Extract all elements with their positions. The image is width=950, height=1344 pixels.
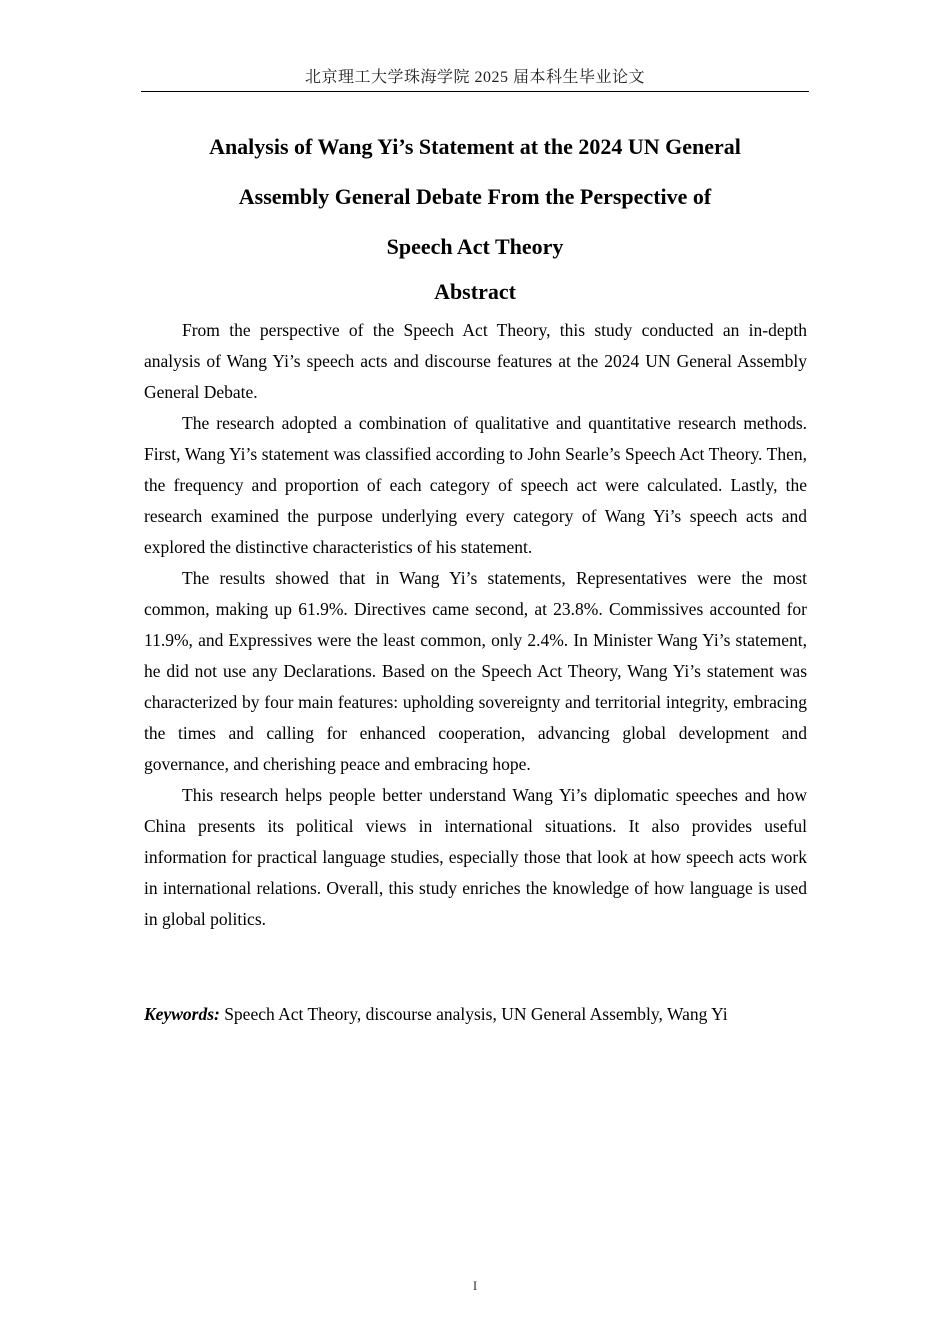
abstract-paragraph-3: The results showed that in Wang Yi’s statements, Representatives were the most common, making up 61.9%. Directives came second, at 23.8%. Commissives accounted for 11.9%, and Expressives were the least common, only 2.4%. In Minister Wang Yi’s statement, he did not use any Declarations. Based on the Speech Act Theory, Wang Yi’s statement was characterized by four main features: upholding sovereignty and territorial integrity, embracing the times and calling for enhanced cooperation, advancing global development and governance, and cherishing peace and embracing hope. [144, 568, 807, 774]
title-line-3: Speech Act Theory [386, 234, 564, 259]
abstract-body [144, 315, 807, 935]
abstract-heading: Abstract [434, 279, 516, 304]
header-divider [141, 91, 809, 92]
title-line-2: Assembly General Debate From the Perspective of [238, 184, 712, 209]
title-line-1: Analysis of Wang Yi’s Statement at the 2024 UN General [209, 134, 741, 159]
page-number: I [472, 1278, 478, 1293]
keywords-line [144, 999, 807, 1030]
thesis-title [141, 122, 809, 272]
keywords-label: Keywords: [144, 1004, 220, 1024]
abstract-paragraph-4: This research helps people better understand Wang Yi’s diplomatic speeches and how China presents its political views in international situations. It also provides useful information for practical language studies, especially those that look at how speech acts work in international relations. Overall, this study enriches the knowledge of how language is used in global politics. [144, 785, 807, 929]
abstract-paragraph-1: From the perspective of the Speech Act Theory, this study conducted an in-depth analysis of Wang Yi’s speech acts and discourse features at the 2024 UN General Assembly General Debate. [144, 320, 807, 402]
running-header: 北京理工大学珠海学院 2025 届本科生毕业论文 [304, 69, 645, 86]
abstract-paragraph-2: The research adopted a combination of qualitative and quantitative research methods. First, Wang Yi’s statement was classified according to John Searle’s Speech Act Theory. Then, the frequency and proportion of each category of speech act were calculated. Lastly, the research examined the purpose underlying every category of Wang Yi’s speech acts and explored the distinctive characteristics of his statement. [144, 413, 807, 557]
keywords-text: Speech Act Theory, discourse analysis, UN General Assembly, Wang Yi [224, 1004, 728, 1024]
